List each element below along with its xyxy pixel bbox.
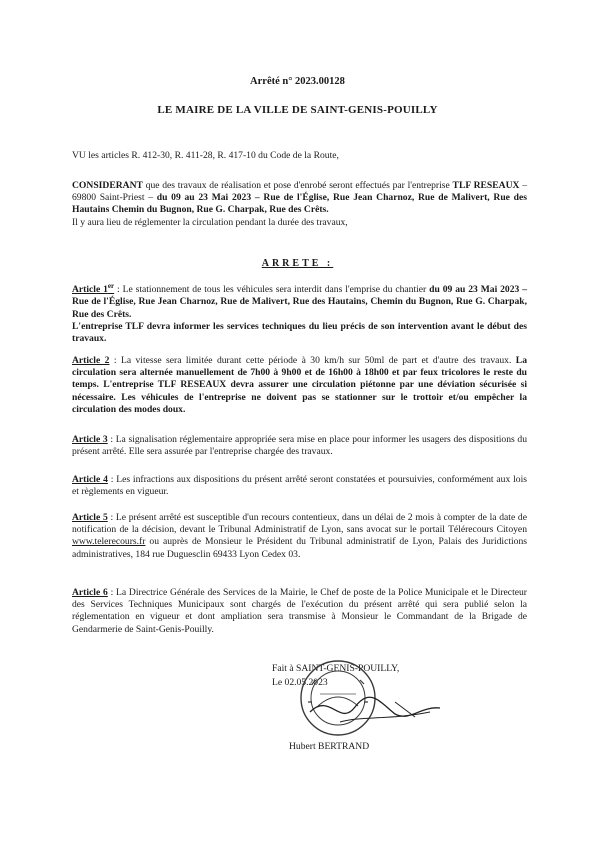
vu-paragraph: VU les articles R. 412-30, R. 411-28, R. 417-10 du Code de la Route, — [72, 150, 339, 161]
considerant-paragraph — [72, 180, 527, 229]
considerant-line-2: Il y aura lieu de réglementer la circulation pendant la durée des travaux, — [72, 216, 348, 228]
handwritten-signature — [300, 672, 450, 742]
article-2-text: : La vitesse sera limitée durant cette période à 30 km/h sur 50ml de part et d'autre des travaux. — [109, 355, 516, 366]
article-5-text: : Le présent arrêté est susceptible d'un recours contentieux, dans un délai de 2 mois à compter de la date de notification de la décision, devant le Tribunal Administratif de Lyon, sans avocat sur le portail Télérecours Citoyen — [72, 512, 527, 536]
article-3-text: : La signalisation réglementaire appropriée sera mise en place pour informer les usagers des dispositions du présent arrêté. Elle sera assurée par l'entreprise chargée des travaux. — [72, 434, 527, 458]
article-2-bold: La circulation sera alternée manuellement de 7h00 à 9h00 et de 16h00 à 18h00 et par feux tricolores le reste du temps. L'entreprise TLF RESEAUX devra assurer une circulation piétonne par une déviation sécurisée si nécessaire. Les véhicules de l'entreprise ne doivent pas se stationner sur le trottoir et/ou empêcher la circulation des modes doux. — [72, 355, 527, 415]
article-4 — [72, 474, 527, 498]
mayor-heading: LE MAIRE DE LA VILLE DE SAINT-GENIS-POUILLY — [157, 104, 438, 116]
article-3 — [72, 434, 527, 458]
considerant-label: CONSIDERANT — [72, 180, 143, 191]
article-1 — [72, 280, 527, 345]
article-4-label: Article 4 — [72, 474, 108, 485]
considerant-dates-places: du 09 au 23 Mai 2023 – Rue de l'Église, Rue Jean Charnoz, Rue de Malivert, Rue des Hautains Chemin du Bugnon, Rue G. Charpak, Rue des Crêts. — [72, 192, 527, 216]
article-1-label: Article 1er — [72, 282, 115, 296]
considerant-text-1: que des travaux de réalisation et pose d'enrobé seront effectués par l'entreprise — [142, 180, 453, 191]
article-2-label: Article 2 — [72, 355, 110, 366]
article-6-text: : La Directrice Générale des Services de la Mairie, le Chef de poste de la Police Municipale et le Directeur des Services Techniques Municipaux sont chargés de l'exécution du présent arrêté qui sera publié selon la réglementation en vigueur et dont ampliation sera transmise à Monsieur le Commandant de la Brigade de Gendarmerie de Saint-Genis-Pouilly. — [72, 587, 527, 635]
article-6-label: Article 6 — [72, 587, 108, 598]
arrete-heading: ARRETE : — [261, 258, 334, 269]
article-3-label: Article 3 — [72, 434, 108, 445]
article-1-bold-2: L'entreprise TLF devra informer les services techniques du lieu précis de son intervention avant le début des travaux. — [72, 320, 527, 344]
signature-place: Fait à SAINT-GENIS-POUILLY, — [272, 663, 400, 674]
signature-date: Le 02.05.2023 — [272, 677, 328, 688]
article-4-text: : Les infractions aux dispositions du présent arrêté seront constatées et poursuivies, conformément aux lois et règlements en vigueur. — [72, 474, 527, 498]
article-5-text-2: ou auprès de Monsieur le Président du Tribunal administratif de Lyon, Palais des Juridictions administratives, 184 rue Duguesclin 69433 Lyon Cedex 03. — [72, 536, 527, 560]
article-2 — [72, 355, 527, 416]
article-5-label: Article 5 — [72, 512, 108, 523]
article-1-bold: du 09 au 23 Mai 2023 – Rue de l'Église, Rue Jean Charnoz, Rue de Malivert, Rue des Hautains, Chemin du Bugnon, Rue G. Charpak, Rue des Crêts. — [72, 284, 527, 320]
decree-number: Arrêté n° 2023.00128 — [250, 76, 345, 87]
considerant-text-2: – 69800 Saint-Priest – — [72, 180, 527, 204]
telerecours-link[interactable]: www.telerecours.fr — [72, 536, 146, 548]
article-1-text: : Le stationnement de tous les véhicules sera interdit dans l'emprise du chantier — [114, 284, 430, 296]
company-name: TLF RESEAUX — [452, 180, 520, 191]
mayor-name: Hubert BERTRAND — [289, 741, 370, 752]
article-5 — [72, 512, 527, 561]
article-6 — [72, 587, 527, 636]
